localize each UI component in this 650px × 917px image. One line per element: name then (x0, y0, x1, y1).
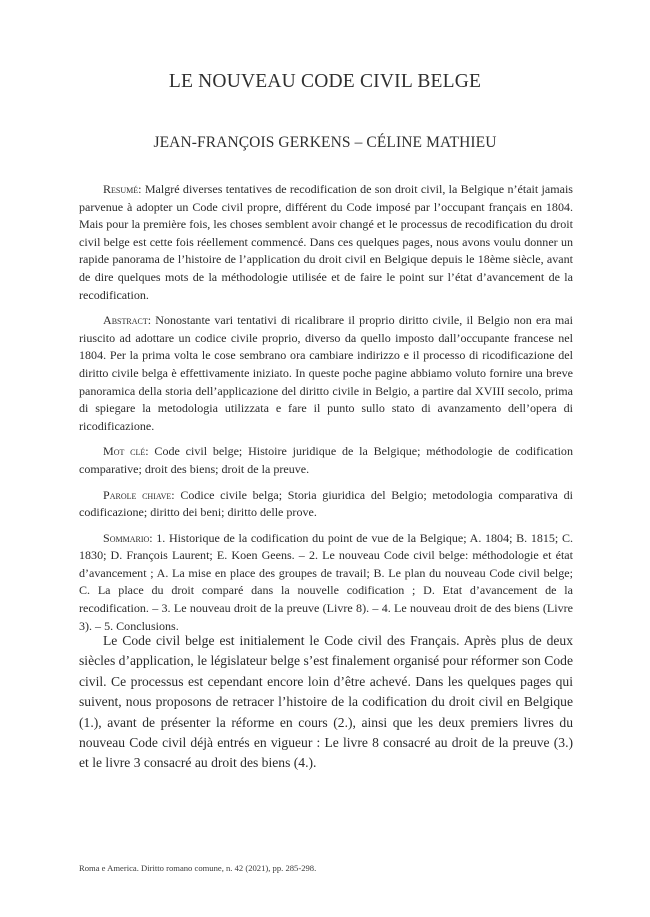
article-authors: JEAN-FRANÇOIS GERKENS – CÉLINE MATHIEU (153, 134, 497, 151)
parole-chiave-paragraph (79, 487, 573, 522)
mot-cle-label: Mot clé: (103, 444, 149, 459)
resume-text: Malgré diverses tentatives de recodification de son droit civil, la Belgique n’était jamais parvenue à adopter un Code civil propre, différent du Code imposé par l’occupant français en 1804. Mais pour la première fois, les choses semblent avoir changé et le processus de recodification du droit civil belge est cette fois réellement commencé. Dans ces quelques pages, nous avons voulu donner un rapide panorama de l’histoire de l’application du droit civil en Belgique depuis le 18ème siècle, avant de dire quelques mots de la méthodologie utilisée et de faire le point sur l’état d’avancement de la recodification. (79, 182, 573, 302)
sommario-paragraph (79, 530, 573, 636)
abstract-text: Nonostante vari tentativi di ricalibrare il proprio diritto civile, il Belgio non era mai riuscito ad adottare un codice civile proprio, diverso da quello imposto dall’occupante francese nel 1804. Per la prima volta le cose sembrano ora cambiare indirizzo e il processo di ricodificazione del diritto civile belga è effettivamente iniziato. In queste poche pagine abbiamo voluto fornire una breve panoramica della storia dell’applicazione del diritto civile in Belgio, a partire dal XVIII secolo, prima di spiegare la metodologia utilizzata e fare il punto sullo stato di avanzamento dell’opera di ricodificazione. (79, 313, 573, 433)
abstract-label: Abstract: (103, 313, 152, 328)
parole-chiave-label: Parole chiave: (103, 487, 175, 502)
sommario-text: 1. Historique de la codification du point de vue de la Belgique; A. 1804; B. 1815; C. 1830; D. François Laurent; E. Koen Geens. – 2. Le nouveau Code civil belge: méthodologie et état d’avancement ; A. La mise en place des groupes de travail; B. Le plan du nouveau Code civil belge; C. La place du droit comparé dans la nouvelle codification ; D. Etat d’avancement de la recodification. – 3. Le nouveau droit de la preuve (Livre 8). – 4. Le nouveau droit de des biens (Livre 3). – 5. Conclusions. (79, 530, 573, 633)
journal-footer: Roma e America. Diritto romano comune, n. 42 (2021), pp. 285-298. (79, 863, 317, 873)
sommario-label: Sommario: (103, 530, 153, 545)
abstracts-block (79, 181, 573, 643)
mot-cle-text: Code civil belge; Histoire juridique de la Belgique; méthodologie de codification comparative; droit des biens; droit de la preuve. (79, 444, 573, 476)
parole-chiave-text: Codice civile belga; Storia giuridica del Belgio; metodologia comparativa di codificazione; diritto dei beni; diritto delle prove. (79, 487, 573, 520)
article-title: LE NOUVEAU CODE CIVIL BELGE (168, 71, 482, 92)
mot-cle-paragraph (79, 443, 573, 478)
abstract-paragraph (79, 312, 573, 435)
resume-label: Resumé: (103, 182, 142, 196)
resume-paragraph (79, 181, 573, 304)
intro-paragraph: Le Code civil belge est initialement le Code civil des Français. Après plus de deux siècles d’application, le législateur belge s’est finalement organisé pour réformer son Code civil. Ce processus est cependant encore loin d’être achevé. Dans les quelques pages qui suivent, nous proposons de retracer l’histoire de la codification du droit civil en Belgique (1.), avant de présenter la réforme en cours (2.), ainsi que les deux premiers livres du nouveau Code civil déjà entrés en vigueur : Le livre 8 consacré au droit de la preuve (3.) et le livre 3 consacré au droit des biens (4.). (79, 633, 573, 771)
body-text (79, 631, 573, 774)
